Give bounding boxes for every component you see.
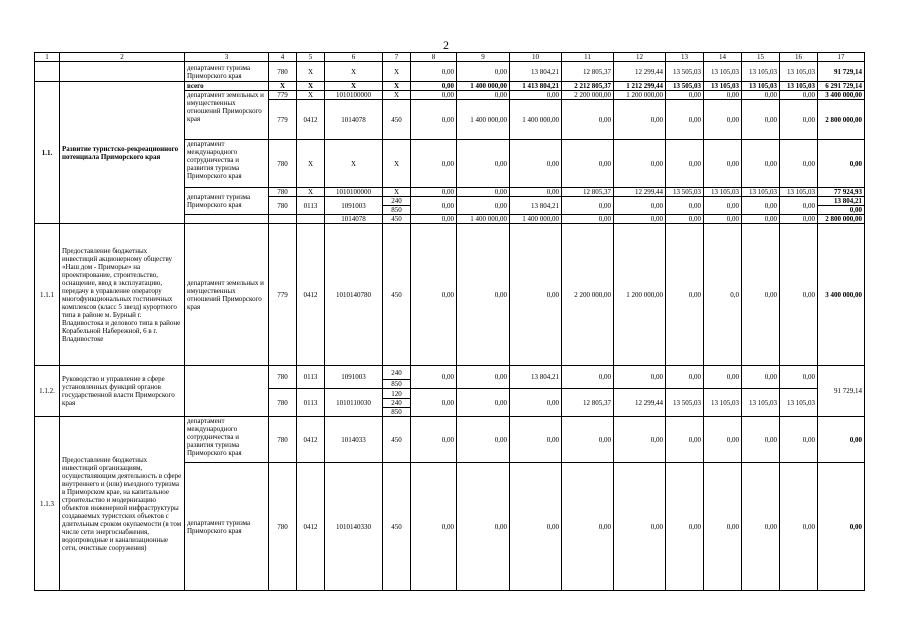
table-cell: X — [383, 188, 411, 197]
table-cell: 2 200 000,00 — [562, 224, 614, 366]
table-cell: 0,00 — [780, 463, 818, 591]
dept-cell: департамент туризма Приморского края — [185, 62, 269, 82]
dept-cell: департамент земельных и имущественных отношений Приморского края — [185, 224, 269, 366]
table-cell: 0,00 — [742, 140, 780, 188]
measure-name: Предоставление бюджетных инвестиций организациям, осуществляющим деятельность в сфере внутреннего и (или) въездного туризма в Приморском крае, на капитальное строительство и модернизацию объектов инженерной инфраструктуры создаваемых туристских объектов с длительным сроком окупаемости (в том числе сети энергоснабжения, водопроводные и канализационные сети, очистные сооружения) — [60, 417, 185, 591]
table-cell: 780 — [269, 188, 297, 197]
table-cell: 0,00 — [510, 188, 562, 197]
table-cell: 3 400 000,00 — [818, 224, 865, 366]
table-cell: 13 804,21 — [510, 197, 562, 215]
table-cell: 0,00 — [411, 417, 457, 463]
table-cell: 0,00 — [666, 215, 704, 224]
table-cell: 0,00 — [562, 366, 614, 389]
table-cell: 0,00 — [411, 82, 457, 91]
table-cell: 13 105,03 — [742, 389, 780, 417]
table-cell: 13 105,03 — [704, 188, 742, 197]
header-cell: 10 — [510, 53, 562, 62]
dept-cell: департамент земельных и имущественных отношений Приморского края — [185, 91, 269, 140]
dept-cell: департамент туризма Приморского края — [185, 463, 269, 591]
header-cell: 6 — [325, 53, 383, 62]
table-cell: 0,00 — [411, 366, 457, 389]
table-row-total — [35, 82, 865, 91]
table-cell: 0,00 — [780, 417, 818, 463]
table-cell: 0,00 — [510, 140, 562, 188]
table-cell: 0113 — [297, 389, 325, 417]
table-row — [35, 417, 865, 463]
table-cell: X — [325, 82, 383, 91]
header-cell: 9 — [457, 53, 510, 62]
table-cell: 0,00 — [457, 389, 510, 417]
table-cell: 0,00 — [780, 140, 818, 188]
table-cell: 0,00 — [411, 215, 457, 224]
table-cell: X — [325, 140, 383, 188]
table-cell: 0,00 — [411, 188, 457, 197]
table-cell: 13 105,03 — [704, 82, 742, 91]
table-cell: 0412 — [297, 417, 325, 463]
table-cell: 240 — [383, 197, 411, 206]
table-cell: 0,00 — [704, 366, 742, 389]
table-cell: X — [383, 91, 411, 100]
table-cell: 0,00 — [562, 140, 614, 188]
table-cell: 0,00 — [742, 224, 780, 366]
table-cell: 0113 — [297, 197, 325, 215]
table-cell: 0,00 — [666, 100, 704, 140]
table-cell: 13 105,03 — [780, 82, 818, 91]
table-cell: 13 505,03 — [666, 389, 704, 417]
table-cell: X — [297, 91, 325, 100]
table-row — [35, 366, 865, 380]
table-cell: 13 105,03 — [742, 188, 780, 197]
table-cell: 13 105,03 — [704, 389, 742, 417]
table-cell: 0,00 — [510, 91, 562, 100]
table-cell: 0,00 — [742, 100, 780, 140]
table-cell: 780 — [269, 197, 297, 215]
table-cell: 1010100000 — [325, 91, 383, 100]
table-cell: 780 — [269, 62, 297, 82]
table-cell: 780 — [269, 463, 297, 591]
row-number: 1.1.2. — [35, 366, 60, 417]
header-cell: 14 — [704, 53, 742, 62]
table-cell: 2 212 805,37 — [562, 82, 614, 91]
row-number: 1.1.1 — [35, 224, 60, 366]
dept-cell: департамент туризма Приморского края — [185, 188, 269, 215]
table-cell: 0,00 — [780, 224, 818, 366]
table-cell: 0,00 — [614, 463, 666, 591]
table-cell: 2 800 000,00 — [818, 100, 865, 140]
table-cell: 0,00 — [614, 140, 666, 188]
table-cell: 0,00 — [457, 62, 510, 82]
table-cell: 0,00 — [457, 91, 510, 100]
table-cell: 0,00 — [780, 197, 818, 215]
table-cell: 0412 — [297, 463, 325, 591]
table-cell: 0,00 — [510, 224, 562, 366]
table-cell: 1010140780 — [325, 224, 383, 366]
table-cell: 0,00 — [510, 463, 562, 591]
table-cell: 0,00 — [666, 463, 704, 591]
table-cell: 780 — [269, 417, 297, 463]
table-cell: 0,00 — [562, 197, 614, 215]
table-cell: 0,00 — [614, 197, 666, 215]
table-cell: 0,00 — [614, 100, 666, 140]
table-cell: 1 400 000,00 — [510, 215, 562, 224]
table-cell: 0,00 — [818, 463, 865, 591]
table-cell: 780 — [269, 389, 297, 417]
table-cell: 2 800 000,00 — [818, 215, 865, 224]
table-cell: 0,00 — [457, 224, 510, 366]
table-cell: 0,0 — [704, 224, 742, 366]
table-cell: 0,00 — [666, 224, 704, 366]
table-cell: 1 400 000,00 — [510, 100, 562, 140]
page-number: 2 — [443, 38, 449, 52]
table-cell: 850 — [383, 408, 411, 417]
table-row — [35, 62, 865, 82]
table-cell: 6 291 729,14 — [818, 82, 865, 91]
table-cell: 0,00 — [666, 417, 704, 463]
row-number: 1.1. — [35, 82, 60, 224]
table-cell: 0,00 — [510, 389, 562, 417]
table-cell: 0,00 — [457, 188, 510, 197]
dept-cell: департамент международного сотрудничества и развития туризма Приморского края — [185, 140, 269, 188]
table-row — [35, 224, 865, 366]
table-cell: X — [269, 82, 297, 91]
table-cell: 0,00 — [704, 215, 742, 224]
table-cell: 13 804,21 — [510, 366, 562, 389]
table-cell: 12 299,44 — [614, 62, 666, 82]
table-cell: 0,00 — [704, 463, 742, 591]
table-cell: 0,00 — [818, 206, 865, 215]
table-cell: X — [297, 62, 325, 82]
table-cell: 0,00 — [704, 100, 742, 140]
table-cell: 0,00 — [742, 417, 780, 463]
budget-table — [34, 52, 865, 591]
table-cell: 1091003 — [325, 197, 383, 215]
table-cell: 0,00 — [818, 417, 865, 463]
table-cell: 0,00 — [457, 197, 510, 215]
table-cell: 13 105,03 — [742, 82, 780, 91]
table-cell: 0,00 — [742, 215, 780, 224]
table-cell: 0,00 — [411, 140, 457, 188]
table-cell: 0,00 — [411, 389, 457, 417]
table-cell: 12 805,37 — [562, 188, 614, 197]
table-cell: 1010100000 — [325, 188, 383, 197]
table-cell: 12 805,37 — [562, 62, 614, 82]
table-cell: 0,00 — [562, 417, 614, 463]
table-cell: 0,00 — [704, 197, 742, 215]
header-cell: 2 — [60, 53, 185, 62]
table-cell: 0,00 — [562, 463, 614, 591]
table-cell: 0,00 — [780, 91, 818, 100]
table-cell: 0,00 — [666, 197, 704, 215]
table-cell: 13 804,21 — [818, 197, 865, 206]
table-cell: 12 299,44 — [614, 188, 666, 197]
table-cell: 0,00 — [742, 366, 780, 389]
table-cell: 13 505,03 — [666, 188, 704, 197]
table-cell: 0,00 — [457, 463, 510, 591]
table-cell: 0,00 — [742, 463, 780, 591]
table-cell: 120 — [383, 389, 411, 399]
table-cell: 0,00 — [411, 91, 457, 100]
table-cell: 1 200 000,00 — [614, 91, 666, 100]
table-cell: X — [297, 140, 325, 188]
header-row — [35, 53, 865, 62]
table-cell: 0,00 — [562, 215, 614, 224]
table-cell: 91 729,14 — [818, 62, 865, 82]
table-cell: 0,00 — [666, 366, 704, 389]
table-cell: 13 505,03 — [666, 62, 704, 82]
measure-name: Развитие туристско-рекреационного потенциала Приморского края — [60, 82, 185, 224]
table-cell: 0412 — [297, 224, 325, 366]
header-cell: 12 — [614, 53, 666, 62]
table-cell: 13 105,03 — [780, 62, 818, 82]
header-cell: 4 — [269, 53, 297, 62]
table-cell: 13 105,03 — [742, 62, 780, 82]
table-cell: 779 — [269, 91, 297, 100]
measure-name: Руководство и управление в сфере установленных функций органов государственной власти Приморского края — [60, 366, 185, 417]
table-cell: 0,00 — [666, 91, 704, 100]
table-cell: 450 — [383, 417, 411, 463]
table-cell: 0,00 — [780, 366, 818, 389]
table-cell: 13 804,21 — [510, 62, 562, 82]
table-cell: 1010110030 — [325, 389, 383, 417]
table-cell: 0,00 — [742, 197, 780, 215]
table-cell: 0,00 — [411, 197, 457, 215]
table-cell: 1091003 — [325, 366, 383, 389]
table-cell: 77 924,93 — [818, 188, 865, 197]
header-cell: 13 — [666, 53, 704, 62]
table-cell: 779 — [269, 100, 297, 140]
measure-name: Предоставление бюджетных инвестиций акционерному обществу «Наш дом - Приморье» на проектирование, строительство, оснащение, ввод в эксплуатацию, передачу в управление оператору многофункциональных гостиничных комплексов (класс 5 звезд) курортного типа в районе м. Бурный г. Владивостока и делового типа в районе Корабельной Набережной, 6 в г. Владивостоке — [60, 224, 185, 366]
table-cell: 850 — [383, 206, 411, 215]
table-cell: 0,00 — [614, 366, 666, 389]
table-cell: 0,00 — [742, 91, 780, 100]
table-cell: 0,00 — [614, 215, 666, 224]
header-cell: 7 — [383, 53, 411, 62]
table-cell: 0,00 — [818, 140, 865, 188]
table-cell: 0,00 — [704, 91, 742, 100]
table-cell: всего — [185, 82, 269, 91]
table-cell: 91 729,14 — [818, 366, 865, 417]
table-cell: 0,00 — [614, 417, 666, 463]
table-cell: 0,00 — [780, 215, 818, 224]
table-cell: 0,00 — [411, 100, 457, 140]
table-cell: 0,00 — [704, 417, 742, 463]
table-cell: 13 105,03 — [704, 62, 742, 82]
table-cell: 0113 — [297, 366, 325, 389]
table-cell: 12 299,44 — [614, 389, 666, 417]
table-cell: 0,00 — [666, 140, 704, 188]
table-cell: 1 212 299,44 — [614, 82, 666, 91]
table-cell: 13 505,03 — [666, 82, 704, 91]
header-cell: 3 — [185, 53, 269, 62]
table-cell: 780 — [269, 140, 297, 188]
table-cell: 779 — [269, 224, 297, 366]
table-cell: 1 400 000,00 — [457, 82, 510, 91]
table-cell: 0,00 — [510, 417, 562, 463]
table-cell: X — [383, 62, 411, 82]
table-cell: 240 — [383, 366, 411, 380]
table-cell: 1010140330 — [325, 463, 383, 591]
table-cell: 13 105,03 — [780, 389, 818, 417]
header-cell: 8 — [411, 53, 457, 62]
header-cell: 15 — [742, 53, 780, 62]
table-cell: 0,00 — [457, 140, 510, 188]
table-cell: 450 — [383, 100, 411, 140]
table-cell: 0,00 — [780, 100, 818, 140]
header-cell: 5 — [297, 53, 325, 62]
table-cell: 13 105,03 — [780, 188, 818, 197]
table-cell: 0,00 — [704, 140, 742, 188]
table-cell: X — [325, 62, 383, 82]
table-cell: 0412 — [297, 100, 325, 140]
table-cell: X — [383, 82, 411, 91]
table-cell: 1014078 — [325, 100, 383, 140]
table-cell: 1 400 000,00 — [457, 215, 510, 224]
table-cell: 450 — [383, 215, 411, 224]
table-cell: 780 — [269, 366, 297, 389]
header-cell: 17 — [818, 53, 865, 62]
table-cell: 1 413 804,21 — [510, 82, 562, 91]
header-cell: 1 — [35, 53, 60, 62]
table-cell: 450 — [383, 463, 411, 591]
header-cell: 16 — [780, 53, 818, 62]
table-cell: 1 400 000,00 — [457, 100, 510, 140]
table-cell: 0,00 — [457, 417, 510, 463]
table-cell: 450 — [383, 224, 411, 366]
table-cell: 0,00 — [411, 62, 457, 82]
table-cell: 1014033 — [325, 417, 383, 463]
table-cell: 1014078 — [325, 215, 383, 224]
table-cell: 12 805,37 — [562, 389, 614, 417]
table-cell: 0,00 — [411, 463, 457, 591]
dept-cell: департамент международного сотрудничества и развития туризма Приморского края — [185, 417, 269, 463]
header-cell: 11 — [562, 53, 614, 62]
table-cell: 0,00 — [562, 100, 614, 140]
table-cell: 0,00 — [411, 224, 457, 366]
table-cell: 850 — [383, 380, 411, 389]
table-cell: X — [297, 82, 325, 91]
table-cell: 3 400 000,00 — [818, 91, 865, 100]
table-cell: 240 — [383, 399, 411, 408]
row-number: 1.1.3 — [35, 417, 60, 591]
table-cell: X — [297, 188, 325, 197]
table-cell: 2 200 000,00 — [562, 91, 614, 100]
table-cell: 1 200 000,00 — [614, 224, 666, 366]
table-cell: X — [383, 140, 411, 188]
table-cell: 0,00 — [457, 366, 510, 389]
